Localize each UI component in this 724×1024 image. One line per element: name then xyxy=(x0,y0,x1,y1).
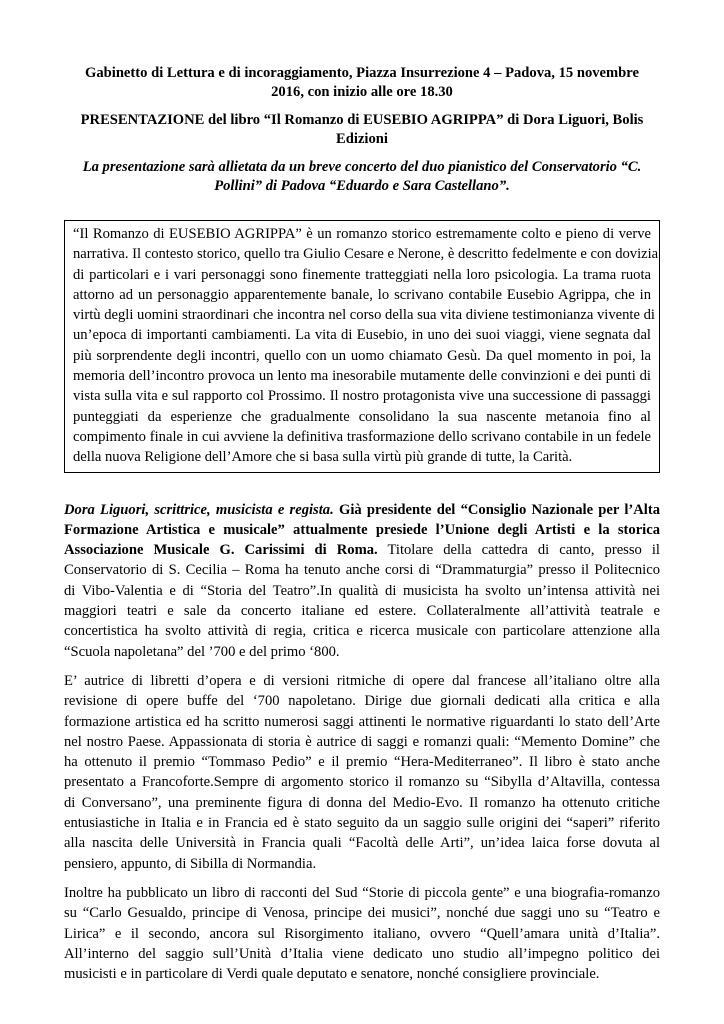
event-line-2: 2016, con inizio alle ore 18.30 xyxy=(271,84,453,100)
book-synopsis-box xyxy=(64,220,660,473)
bio-line: Formazione Artistica e musicale” attualmente presiede l’Unione degli Artisti e la storica xyxy=(64,521,660,538)
bio-bold-text: Già presidente del “Consiglio Nazionale per l’Alta xyxy=(333,501,660,518)
bio-line: maggiori teatri e sale da concerto italiane ed estere. Collateralmente all’attività teatrale e xyxy=(64,603,660,620)
synopsis-line: virtù degli uomini straordinari che incontra nel corso della sua vita diviene testimonianza vivente di xyxy=(73,307,655,324)
bio-line: revisione di opere buffe del ‘700 napoletano. Dirige due giornali dedicati alla critica e alla xyxy=(64,693,660,710)
author-name-intro: Dora Liguori, scrittrice, musicista e regista. xyxy=(64,501,334,518)
bio-line xyxy=(64,500,660,520)
synopsis-line: un’epoca di importanti cambiamenti. La vita di Eusebio, in uno dei suoi viaggi, viene segnata dal xyxy=(73,327,651,344)
bio-line: All’interno del saggio sull’Unità d’Italia viene dedicato uno studio all’impegno politico dei xyxy=(64,945,660,962)
presentation-line-1: PRESENTAZIONE del libro “Il Romanzo di EUSEBIO AGRIPPA” di Dora Liguori, Bolis xyxy=(80,112,644,128)
document-page xyxy=(64,64,660,993)
concert-note xyxy=(64,158,660,196)
synopsis-line: memoria dell’incontro provoca un lento ma inesorabile mutamente delle convinzioni e dei punti di xyxy=(73,368,651,385)
bio-line: entusiastiche in Italia e in Francia ed è stato seguito da un saggio sulle origini dei “saperi” riferito xyxy=(64,815,660,832)
bio-line: alla nascita delle Università in Francia quali “Facoltà delle Arti”, un’idea laica forse dovuta al xyxy=(64,835,660,852)
synopsis-line: “Il Romanzo di EUSEBIO AGRIPPA” è un romanzo storico estremamente colto e pieno di verve xyxy=(73,226,651,242)
synopsis-line: punteggiati da esperienze che gradualmente consolidano la sua nascente metanoia fino al xyxy=(73,408,651,425)
synopsis-line: della nuova Religione dell’Amore che si basa sulla virtù più grande di tutte, la Carità. xyxy=(73,449,573,466)
event-line-1: Gabinetto di Lettura e di incoraggiamento, Piazza Insurrezione 4 – Padova, 15 novembre xyxy=(85,65,639,81)
synopsis-line: attorno ad un personaggio apparentemente banale, lo scrivano contabile Eusebio Agrippa, che in xyxy=(73,286,651,303)
bio-line: pensiero, appunto, di Sibilla di Normandia. xyxy=(64,855,317,872)
presentation-line-2: Edizioni xyxy=(336,131,388,147)
bio-line: Lirica” e il secondo, ancora sul Risorgimento italiano, ovvero “Quell’amara unità d’Italia”. xyxy=(64,925,660,942)
concert-line-2: Pollini” di Padova “Eduardo e Sara Castellano”. xyxy=(214,178,510,194)
bio-line: Conservatorio di S. Cecilia – Roma ha tenuto anche corsi di “Drammaturgia” presso il Politecnico xyxy=(64,562,660,579)
bio-paragraph-2 xyxy=(64,671,660,874)
bio-line: nel nostro Paese. Appassionata di storia è autrice di saggi e romanzi quali: “Memento Domine” che xyxy=(64,733,660,750)
synopsis-line: di particolari e i vari personaggi sono finemente tratteggiati nella loro psicologia. La trama ruota xyxy=(73,266,651,283)
bio-line: presentato a Francoforte.Sempre di argomento storico il romanzo su “Sibylla d’Altavilla, contessa xyxy=(64,774,660,791)
synopsis-line: narrativa. Il contesto storico, quello tra Giulio Cesare e Nerone, è descritto fedelmente e con dovizia xyxy=(73,246,659,263)
bio-paragraph-1 xyxy=(64,500,660,662)
bio-line: E’ autrice di libretti d’opera e di versioni ritmiche di opere dal francese all’italiano oltre alla xyxy=(64,672,660,689)
synopsis-line: vista sulla vita e sul rapporto col Prossimo. Il nostro protagonista vive una successione di passaggi xyxy=(73,388,651,405)
bio-line: formazione artistica ed ha scritto numerosi saggi attinenti le normative riguardanti lo stato dell’Arte xyxy=(64,713,660,730)
bio-paragraph-3 xyxy=(64,883,660,984)
bio-line: su “Carlo Gesualdo, principe di Venosa, principe dei musici”, nonché due saggi uno su “Teatro e xyxy=(64,905,660,922)
event-location-date xyxy=(64,64,660,102)
author-biography xyxy=(64,500,660,985)
bio-line: “Scuola napoletana” del ’700 e del primo ‘800. xyxy=(64,643,340,660)
bio-line: di Conversano”, una preminente figura di donna del Medio-Evo. Il romanzo ha ottenuto critiche xyxy=(64,794,660,811)
book-presentation-title xyxy=(64,111,660,149)
synopsis-line: compimento finale in cui avviene la definitiva trasformazione dello scrivano contabile in un fedele xyxy=(73,428,651,445)
concert-line-1: La presentazione sarà allietata da un breve concerto del duo pianistico del Conservatorio “C. xyxy=(82,159,642,175)
bio-line: di Vibo-Valentia e di “Storia del Teatro”.In qualità di musicista ha svolto un’intensa attività nei xyxy=(64,582,660,599)
bio-line: musicisti e in particolare di Verdi quale deputato e senatore, nonché consigliere provinciale. xyxy=(64,966,600,983)
bio-line: Inoltre ha pubblicato un libro di racconti del Sud “Storie di piccola gente” e una biografia-romanzo xyxy=(64,884,660,901)
bio-bold-text: Associazione Musicale G. Carissimi di Roma. xyxy=(64,542,378,559)
synopsis-line: più sorprendente degli incontri, quello con un uomo chiamato Gesù. Da quel momento in poi, la xyxy=(73,347,651,364)
bio-line xyxy=(64,540,660,560)
bio-line: concertistica ha svolto attività di regia, critica e ricerca musicale con particolare attenzione alla xyxy=(64,623,660,640)
bio-line: ha ottenuto il premio “Tommaso Pedio” e il premio “Hera-Mediterraneo”. Il libro è stato anche xyxy=(64,754,660,771)
bio-text: Titolare della cattedra di canto, presso il xyxy=(377,542,660,559)
